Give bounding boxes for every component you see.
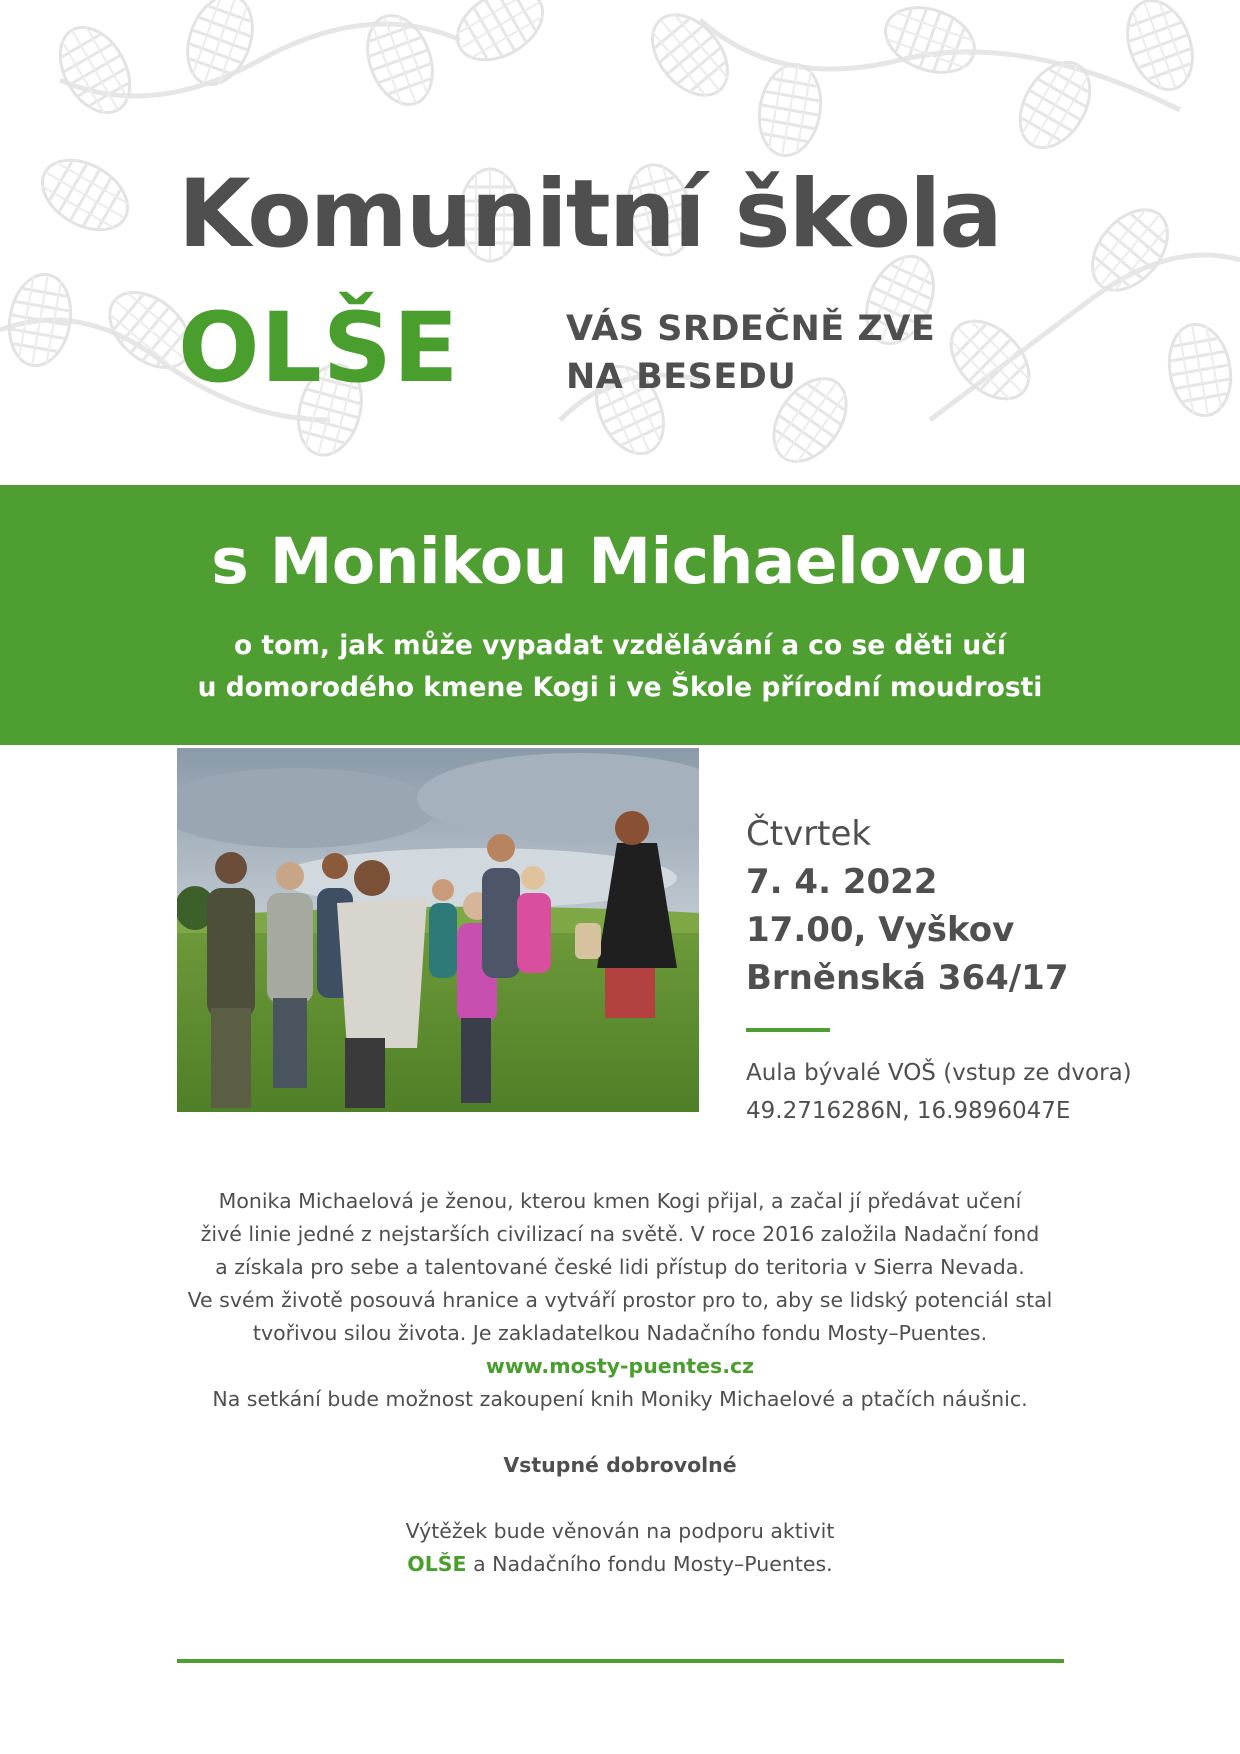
description (140, 1185, 1100, 1581)
spacer (140, 1482, 1100, 1515)
entry-fee: Vstupné dobrovolné (503, 1453, 737, 1477)
proceeds-line-2 (140, 1548, 1100, 1581)
event-address: Brněnská 364/17 (746, 958, 1069, 998)
event-day: Čtvrtek (746, 814, 872, 854)
event-date: 7. 4. 2022 (746, 862, 938, 902)
website-link[interactable]: www.mosty-puentes.cz (485, 1354, 755, 1378)
proceeds-rest: a Nadačního fondu Mosty–Puentes. (466, 1552, 833, 1576)
topic-line-1: o tom, jak může vypadat vzdělávání a co se děti učí (233, 630, 1006, 661)
event-venue: Aula bývalé VOŠ (vstup ze dvora) (746, 1060, 1132, 1086)
invite-line-2: NA BESEDU (566, 357, 797, 397)
books-note: Na setkání bude možnost zakoupení knih Moniky Michaelové a ptačích náušnic. (212, 1387, 1028, 1411)
event-details (746, 810, 1132, 1130)
event-time-place: 17.00, Vyškov (746, 910, 1015, 950)
description-line: Ve svém životě posouvá hranice a vytváří prostor pro to, aby se lidský potenciál stal (187, 1288, 1053, 1312)
event-gps: 49.2716286N, 16.9896047E (746, 1098, 1071, 1124)
description-line: a získala pro sebe a talentované české lidi přístup do teritoria v Sierra Nevada. (215, 1255, 1025, 1279)
description-line: Monika Michaelová je ženou, kterou kmen Kogi přijal, a začal jí předávat učení (218, 1189, 1022, 1213)
topic-line-2: u domorodého kmene Kogi i ve Škole přírodní moudrosti (197, 672, 1043, 703)
speaker-name: s Monikou Michaelovou (211, 525, 1029, 598)
divider (746, 1028, 830, 1032)
spacer (140, 1416, 1100, 1449)
proceeds-line-1: Výtěžek bude věnován na podporu aktivit (405, 1519, 835, 1543)
footer-divider (177, 1659, 1064, 1663)
speaker-banner (0, 485, 1240, 745)
invite-line-1: VÁS SRDEČNĚ ZVE (566, 309, 936, 349)
description-line: živé linie jedné z nejstarších civilizací na světě. V roce 2016 založila Nadační fond (200, 1222, 1040, 1246)
talk-topic (0, 625, 1240, 709)
proceeds-org: OLŠE (407, 1552, 467, 1576)
invitation-text (566, 305, 935, 401)
description-line: tvořivou silou života. Je zakladatelkou Nadačního fondu Mosty–Puentes. (252, 1321, 988, 1345)
page-title: Komunitní škola (178, 160, 1001, 269)
org-name: OLŠE (178, 292, 460, 404)
event-photo (177, 748, 699, 1112)
